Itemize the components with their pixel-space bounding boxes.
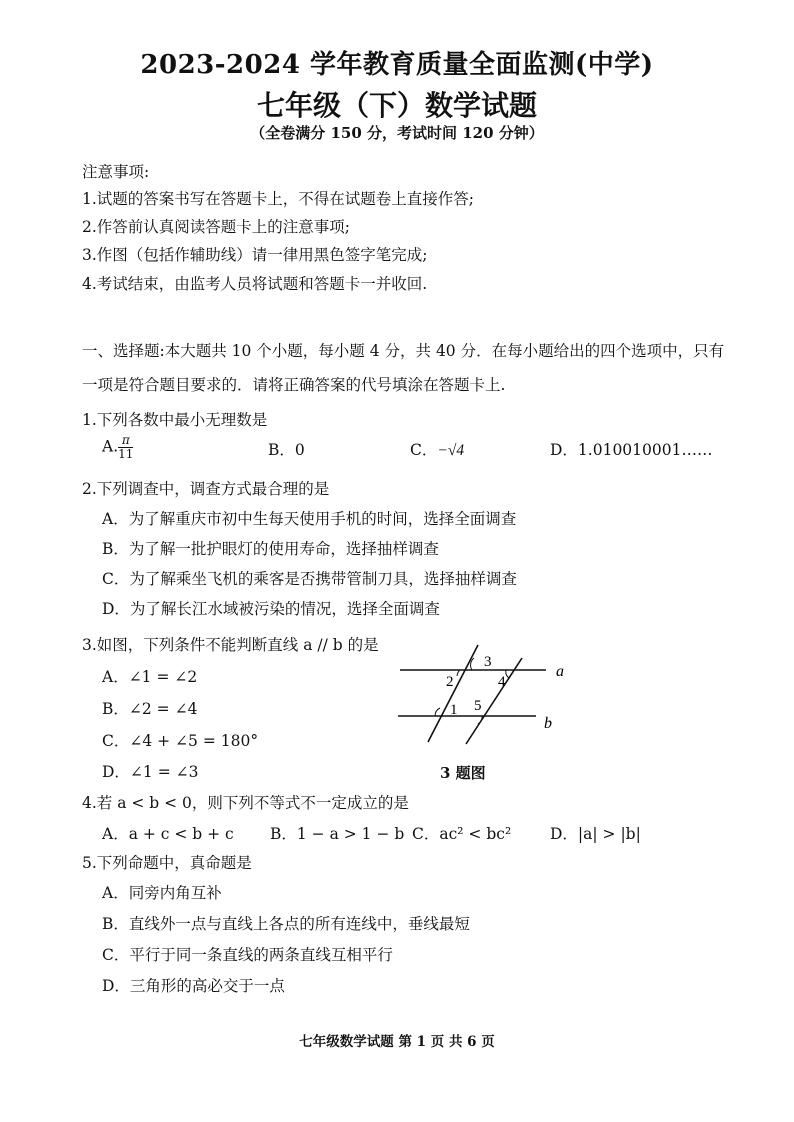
- option-d: D．|a| > |b|: [550, 825, 641, 843]
- angle-label: 3: [484, 654, 492, 670]
- option-d: D．∠1 = ∠3: [102, 763, 199, 781]
- option-label: A.: [102, 437, 119, 456]
- angle-arc-5: [478, 716, 482, 724]
- notes-heading: 注意事项:: [82, 163, 150, 181]
- line-a-label: a: [556, 663, 564, 680]
- transversal-left: [428, 645, 478, 742]
- question-stem: 2.下列调查中，调查方式最合理的是: [82, 480, 330, 498]
- line-b-label: b: [544, 715, 552, 732]
- fraction-numerator: π: [118, 434, 133, 448]
- section-intro: 一、选择题:本大题共 10 个小题，每小题 4 分，共 40 分．在每小题给出的四个选项中，只有: [82, 342, 725, 360]
- angle-label: 5: [474, 698, 482, 714]
- angle-label: 2: [446, 674, 454, 690]
- page-footer: 七年级数学试题 第 1 页 共 6 页: [299, 1034, 495, 1050]
- option-math: −√4: [437, 442, 465, 459]
- option-b: B．0: [268, 441, 305, 459]
- option-c: C．ac² < bc²: [412, 825, 512, 843]
- option-label: C．: [410, 441, 438, 459]
- option-c: C．∠4 + ∠5 = 180°: [102, 732, 259, 750]
- section-intro-cont: 一项是符合题目要求的．请将正确答案的代号填涂在答题卡上.: [82, 376, 506, 394]
- option-c: C．为了解乘坐飞机的乘客是否携带管制刀具，选择抽样调查: [102, 570, 517, 588]
- angle-label: 4: [498, 674, 506, 690]
- angle-arc-4: [506, 670, 509, 678]
- figure-caption: 3 题图: [440, 764, 486, 782]
- note-item: 1.试题的答案书写在答题卡上，不得在试题卷上直接作答;: [82, 190, 475, 208]
- option-c: [410, 438, 464, 460]
- option-b: B．1 − a > 1 − b: [270, 825, 405, 843]
- angle-arc-1: [435, 708, 440, 716]
- option-d: D．1.010010001……: [550, 441, 713, 459]
- option-d: D．三角形的高必交于一点: [102, 977, 285, 995]
- question-stem: 3.如图，下列条件不能判断直线 a // b 的是: [82, 636, 379, 654]
- angle-arc-2: [457, 670, 460, 676]
- option-a: A．为了解重庆市初中生每天使用手机的时间，选择全面调查: [102, 510, 517, 528]
- option-d: D．为了解长江水域被污染的情况，选择全面调查: [102, 600, 440, 618]
- question-stem: 5.下列命题中，真命题是: [82, 854, 252, 872]
- option-a: A．同旁内角互补: [102, 884, 222, 902]
- option-a: [102, 434, 133, 461]
- fraction-denominator: 11: [118, 447, 134, 461]
- exam-title: 2023-2024 学年教育质量全面监测(中学): [140, 50, 654, 80]
- exam-subtitle: 七年级（下）数学试题: [256, 89, 537, 122]
- option-b: B．为了解一批护眼灯的使用寿命，选择抽样调查: [102, 540, 439, 558]
- exam-info: （全卷满分 150 分，考试时间 120 分钟）: [250, 124, 544, 142]
- note-item: 4.考试结束，由监考人员将试题和答题卡一并收回.: [82, 275, 428, 293]
- option-c: C．平行于同一条直线的两条直线互相平行: [102, 946, 393, 964]
- angle-label: 1: [450, 702, 458, 718]
- note-item: 3.作图（包括作辅助线）请一律用黑色签字笔完成;: [82, 246, 428, 264]
- parallel-lines-figure: [390, 640, 590, 790]
- fraction: [118, 434, 133, 461]
- note-item: 2.作答前认真阅读答题卡上的注意事项;: [82, 218, 351, 236]
- option-a: A．a + c < b + c: [102, 825, 234, 843]
- question-stem: 4.若 a < b < 0，则下列不等式不一定成立的是: [82, 794, 409, 812]
- option-b: B．直线外一点与直线上各点的所有连线中，垂线最短: [102, 915, 470, 933]
- option-b: B．∠2 = ∠4: [102, 700, 198, 718]
- option-a: A．∠1 = ∠2: [102, 668, 198, 686]
- question-stem: 1.下列各数中最小无理数是: [82, 411, 268, 429]
